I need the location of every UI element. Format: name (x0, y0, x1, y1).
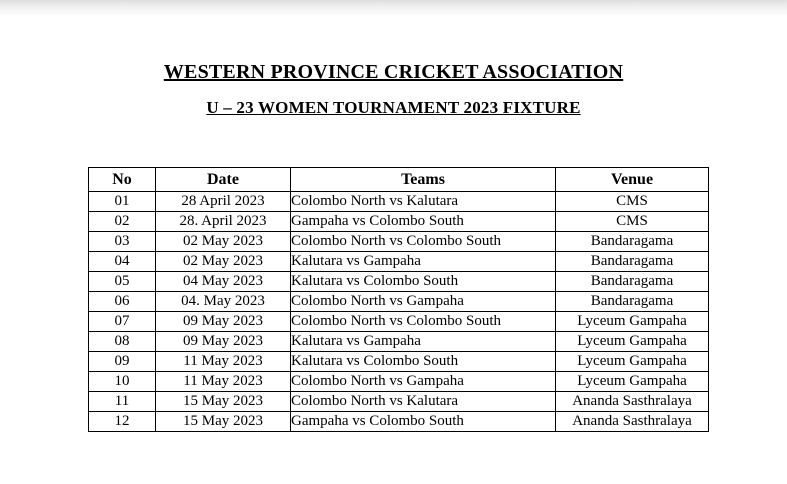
table-row (89, 352, 709, 372)
teams-cell: Colombo North vs Colombo South (291, 232, 556, 252)
fixture-table-header (89, 168, 709, 192)
match-no-cell: 06 (89, 292, 156, 312)
table-row (89, 252, 709, 272)
date-cell: 09 May 2023 (156, 312, 291, 332)
venue-cell: Lyceum Gampaha (556, 372, 709, 392)
table-row (89, 212, 709, 232)
document-title: WESTERN PROVINCE CRICKET ASSOCIATION (163, 61, 624, 83)
teams-cell: Colombo North vs Colombo South (291, 312, 556, 332)
date-cell: 02 May 2023 (156, 252, 291, 272)
date-cell: 15 May 2023 (156, 392, 291, 412)
date-cell: 02 May 2023 (156, 232, 291, 252)
table-row (89, 272, 709, 292)
table-row (89, 372, 709, 392)
table-row (89, 232, 709, 252)
match-no-cell: 11 (89, 392, 156, 412)
match-no-cell: 12 (89, 412, 156, 432)
table-row (89, 392, 709, 412)
match-no-cell: 05 (89, 272, 156, 292)
table-row (89, 332, 709, 352)
venue-cell: Bandaragama (556, 252, 709, 272)
date-cell: 15 May 2023 (156, 412, 291, 432)
teams-cell: Kalutara vs Gampaha (291, 332, 556, 352)
teams-cell: Kalutara vs Colombo South (291, 272, 556, 292)
teams-cell: Kalutara vs Colombo South (291, 352, 556, 372)
header-cell-teams: Teams (291, 168, 556, 192)
header-cell-venue: Venue (556, 168, 709, 192)
match-no-cell: 03 (89, 232, 156, 252)
venue-cell: CMS (556, 192, 709, 212)
venue-cell: Lyceum Gampaha (556, 332, 709, 352)
header-cell-date: Date (156, 168, 291, 192)
table-row (89, 412, 709, 432)
header-cell-no: No (89, 168, 156, 192)
venue-cell: Ananda Sasthralaya (556, 392, 709, 412)
fixture-table-body (89, 192, 709, 432)
header-row (89, 168, 709, 192)
teams-cell: Colombo North vs Gampaha (291, 292, 556, 312)
table-row (89, 312, 709, 332)
table-row (89, 292, 709, 312)
venue-cell: Ananda Sasthralaya (556, 412, 709, 432)
venue-cell: CMS (556, 212, 709, 232)
teams-cell: Kalutara vs Gampaha (291, 252, 556, 272)
fixture-table (88, 167, 709, 432)
date-cell: 28. April 2023 (156, 212, 291, 232)
teams-cell: Gampaha vs Colombo South (291, 412, 556, 432)
match-no-cell: 10 (89, 372, 156, 392)
teams-cell: Colombo North vs Gampaha (291, 372, 556, 392)
table-row (89, 192, 709, 212)
date-cell: 28 April 2023 (156, 192, 291, 212)
venue-cell: Bandaragama (556, 272, 709, 292)
match-no-cell: 04 (89, 252, 156, 272)
document-subtitle: U – 23 WOMEN TOURNAMENT 2023 FIXTURE (206, 98, 581, 117)
match-no-cell: 09 (89, 352, 156, 372)
date-cell: 11 May 2023 (156, 372, 291, 392)
match-no-cell: 01 (89, 192, 156, 212)
venue-cell: Bandaragama (556, 292, 709, 312)
date-cell: 04. May 2023 (156, 292, 291, 312)
date-cell: 04 May 2023 (156, 272, 291, 292)
date-cell: 11 May 2023 (156, 352, 291, 372)
match-no-cell: 02 (89, 212, 156, 232)
venue-cell: Bandaragama (556, 232, 709, 252)
teams-cell: Colombo North vs Kalutara (291, 392, 556, 412)
teams-cell: Colombo North vs Kalutara (291, 192, 556, 212)
page-top-edge-shadow (0, 0, 787, 16)
teams-cell: Gampaha vs Colombo South (291, 212, 556, 232)
date-cell: 09 May 2023 (156, 332, 291, 352)
match-no-cell: 08 (89, 332, 156, 352)
match-no-cell: 07 (89, 312, 156, 332)
venue-cell: Lyceum Gampaha (556, 312, 709, 332)
venue-cell: Lyceum Gampaha (556, 352, 709, 372)
